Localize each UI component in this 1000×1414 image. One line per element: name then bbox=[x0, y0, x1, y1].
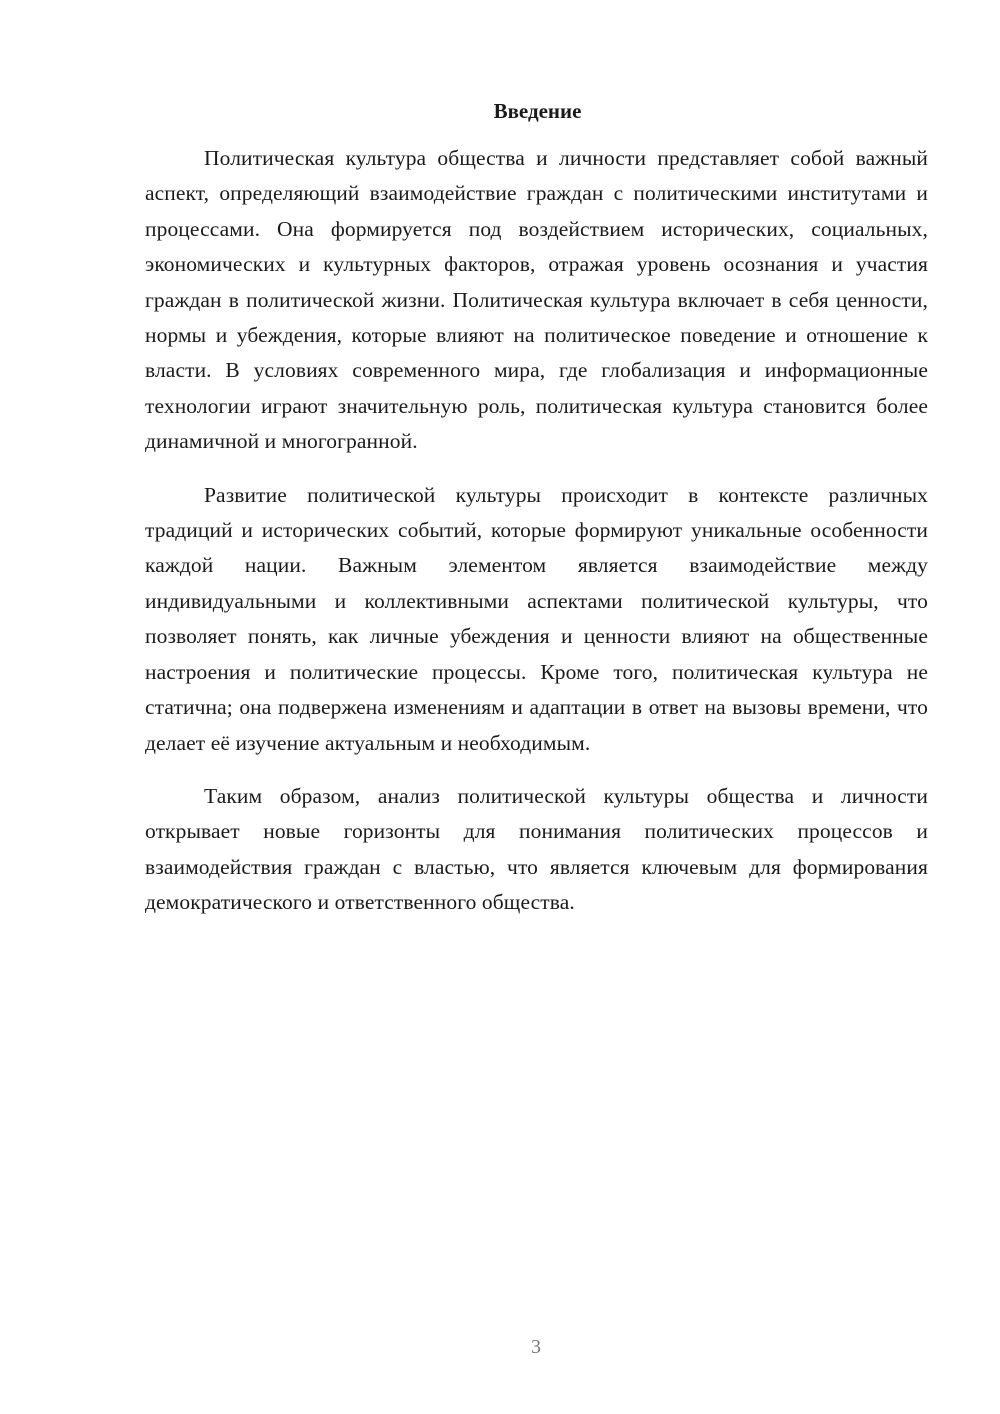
paragraph-1: Политическая культура общества и личности представляет собой важный аспект, определяющий взаимодействие граждан с политическими институтами и процессами. Она формируется под воздействием исторических, социальных, экономических и культурных факторов, отражая уровень осознания и участия граждан в политической жизни. Политическая культура включает в себя ценности, нормы и убеждения, которые влияют на политическое поведение и отношение к власти. В условиях современного мира, где глобализация и информационные технологии играют значительную роль, политическая культура становится более динамичной и многогранной. bbox=[145, 146, 928, 454]
section-title: Введение bbox=[493, 99, 582, 123]
paragraph-2: Развитие политической культуры происходит в контексте различных традиций и исторических событий, которые формируют уникальные особенности каждой нации. Важным элементом является взаимодействие между индивидуальными и коллективными аспектами политической культуры, что позволяет понять, как личные убеждения и ценности влияют на общественные настроения и политические процессы. Кроме того, политическая культура не статична; она подвержена изменениям и адаптации в ответ на вызовы времени, что делает её изучение актуальным и необходимым. bbox=[145, 482, 928, 755]
page-content bbox=[145, 95, 928, 939]
page-number: 3 bbox=[531, 1336, 541, 1358]
paragraph-3: Таким образом, анализ политической культуры общества и личности открывает новые горизонты для понимания политических процессов и взаимодействия граждан с властью, что является ключевым для формирования демократического и ответственного общества. bbox=[145, 783, 928, 915]
